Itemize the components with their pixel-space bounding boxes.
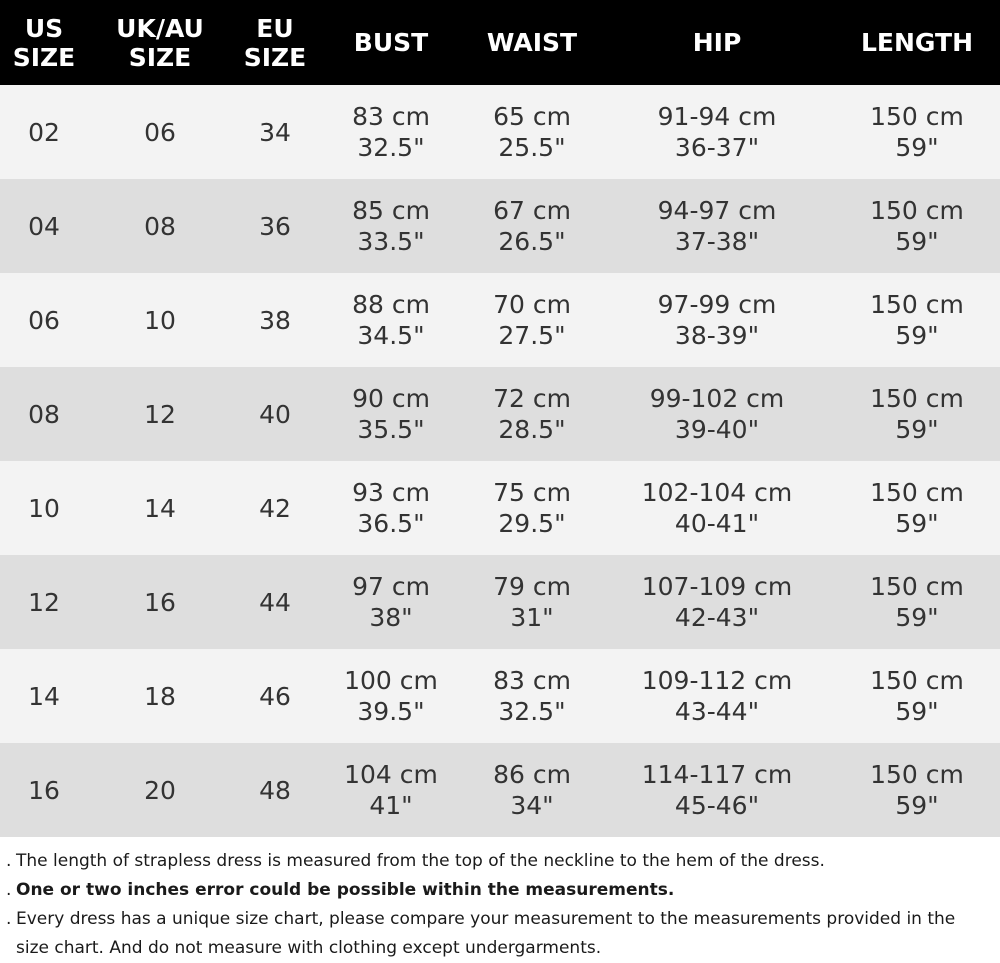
cell-us-size: 12 <box>28 587 60 617</box>
cell-us-size: 02 <box>28 117 60 147</box>
cell-uk-au-size: 10 <box>144 305 176 335</box>
header-row <box>0 0 1000 85</box>
cell-waist: 75 cm 29.5" <box>493 478 571 538</box>
cell-bust: 88 cm 34.5" <box>352 290 430 350</box>
cell-eu-size: 34 <box>259 117 291 147</box>
cell-hip: 109-112 cm 43-44" <box>641 666 793 726</box>
cell-us-size: 06 <box>28 305 60 335</box>
note-item <box>6 905 990 963</box>
cell-length: 150 cm 59" <box>870 290 964 350</box>
cell-eu-size: 40 <box>259 399 291 429</box>
cell-hip: 114-117 cm 45-46" <box>641 760 793 820</box>
header-eu-size: EU SIZE <box>243 13 307 72</box>
cell-bust: 104 cm 41" <box>344 760 438 820</box>
cell-length: 150 cm 59" <box>870 196 964 256</box>
cell-us-size: 04 <box>28 211 60 241</box>
cell-eu-size: 46 <box>259 681 291 711</box>
cell-bust: 97 cm 38" <box>352 572 430 632</box>
table-row <box>0 743 1000 837</box>
cell-eu-size: 38 <box>259 305 291 335</box>
cell-eu-size: 36 <box>259 211 291 241</box>
cell-us-size: 14 <box>28 681 60 711</box>
cell-waist: 70 cm 27.5" <box>493 290 571 350</box>
cell-us-size: 16 <box>28 775 60 805</box>
table-row <box>0 179 1000 273</box>
notes-section <box>0 837 1000 963</box>
cell-bust: 85 cm 33.5" <box>352 196 430 256</box>
note-item <box>6 876 990 905</box>
cell-hip: 107-109 cm 42-43" <box>641 572 793 632</box>
note-text: The length of strapless dress is measured from the top of the neckline to the hem of the dress. <box>16 851 825 871</box>
cell-bust: 83 cm 32.5" <box>352 102 430 162</box>
note-bullet: . <box>6 909 12 929</box>
note-bullet: . <box>6 880 12 900</box>
cell-uk-au-size: 18 <box>144 681 176 711</box>
note-bullet: . <box>6 851 12 871</box>
cell-hip: 102-104 cm 40-41" <box>641 478 793 538</box>
cell-uk-au-size: 14 <box>144 493 176 523</box>
cell-uk-au-size: 06 <box>144 117 176 147</box>
header-us-size: US SIZE <box>12 13 76 72</box>
cell-waist: 86 cm 34" <box>493 760 571 820</box>
cell-hip: 99-102 cm 39-40" <box>649 384 785 444</box>
cell-waist: 79 cm 31" <box>493 572 571 632</box>
table-body <box>0 85 1000 837</box>
table-row <box>0 461 1000 555</box>
cell-uk-au-size: 08 <box>144 211 176 241</box>
cell-length: 150 cm 59" <box>870 384 964 444</box>
note-text: One or two inches error could be possible within the measurements. <box>16 880 675 900</box>
header-uk-au-size: UK/AU SIZE <box>116 13 204 72</box>
cell-uk-au-size: 20 <box>144 775 176 805</box>
cell-waist: 72 cm 28.5" <box>493 384 571 444</box>
note-text: Every dress has a unique size chart, please compare your measurement to the measurements provided in the size chart. And do not measure with clothing except undergarments. <box>16 909 956 958</box>
header-hip: HIP <box>692 28 742 57</box>
note-item <box>6 847 990 876</box>
table-row <box>0 555 1000 649</box>
header-bust: BUST <box>353 28 429 57</box>
table-row <box>0 273 1000 367</box>
cell-length: 150 cm 59" <box>870 102 964 162</box>
cell-length: 150 cm 59" <box>870 572 964 632</box>
cell-waist: 65 cm 25.5" <box>493 102 571 162</box>
table-row <box>0 649 1000 743</box>
cell-length: 150 cm 59" <box>870 760 964 820</box>
cell-hip: 91-94 cm 36-37" <box>657 102 777 162</box>
cell-hip: 94-97 cm 37-38" <box>657 196 777 256</box>
cell-waist: 67 cm 26.5" <box>493 196 571 256</box>
table-header <box>0 0 1000 85</box>
cell-bust: 90 cm 35.5" <box>352 384 430 444</box>
table-row <box>0 367 1000 461</box>
table-row <box>0 85 1000 179</box>
cell-length: 150 cm 59" <box>870 666 964 726</box>
header-waist: WAIST <box>486 28 578 57</box>
cell-us-size: 10 <box>28 493 60 523</box>
cell-us-size: 08 <box>28 399 60 429</box>
cell-eu-size: 44 <box>259 587 291 617</box>
cell-bust: 93 cm 36.5" <box>352 478 430 538</box>
cell-eu-size: 42 <box>259 493 291 523</box>
header-length: LENGTH <box>861 28 973 57</box>
cell-eu-size: 48 <box>259 775 291 805</box>
cell-uk-au-size: 16 <box>144 587 176 617</box>
cell-bust: 100 cm 39.5" <box>344 666 438 726</box>
cell-length: 150 cm 59" <box>870 478 964 538</box>
cell-waist: 83 cm 32.5" <box>493 666 571 726</box>
cell-hip: 97-99 cm 38-39" <box>657 290 777 350</box>
cell-uk-au-size: 12 <box>144 399 176 429</box>
